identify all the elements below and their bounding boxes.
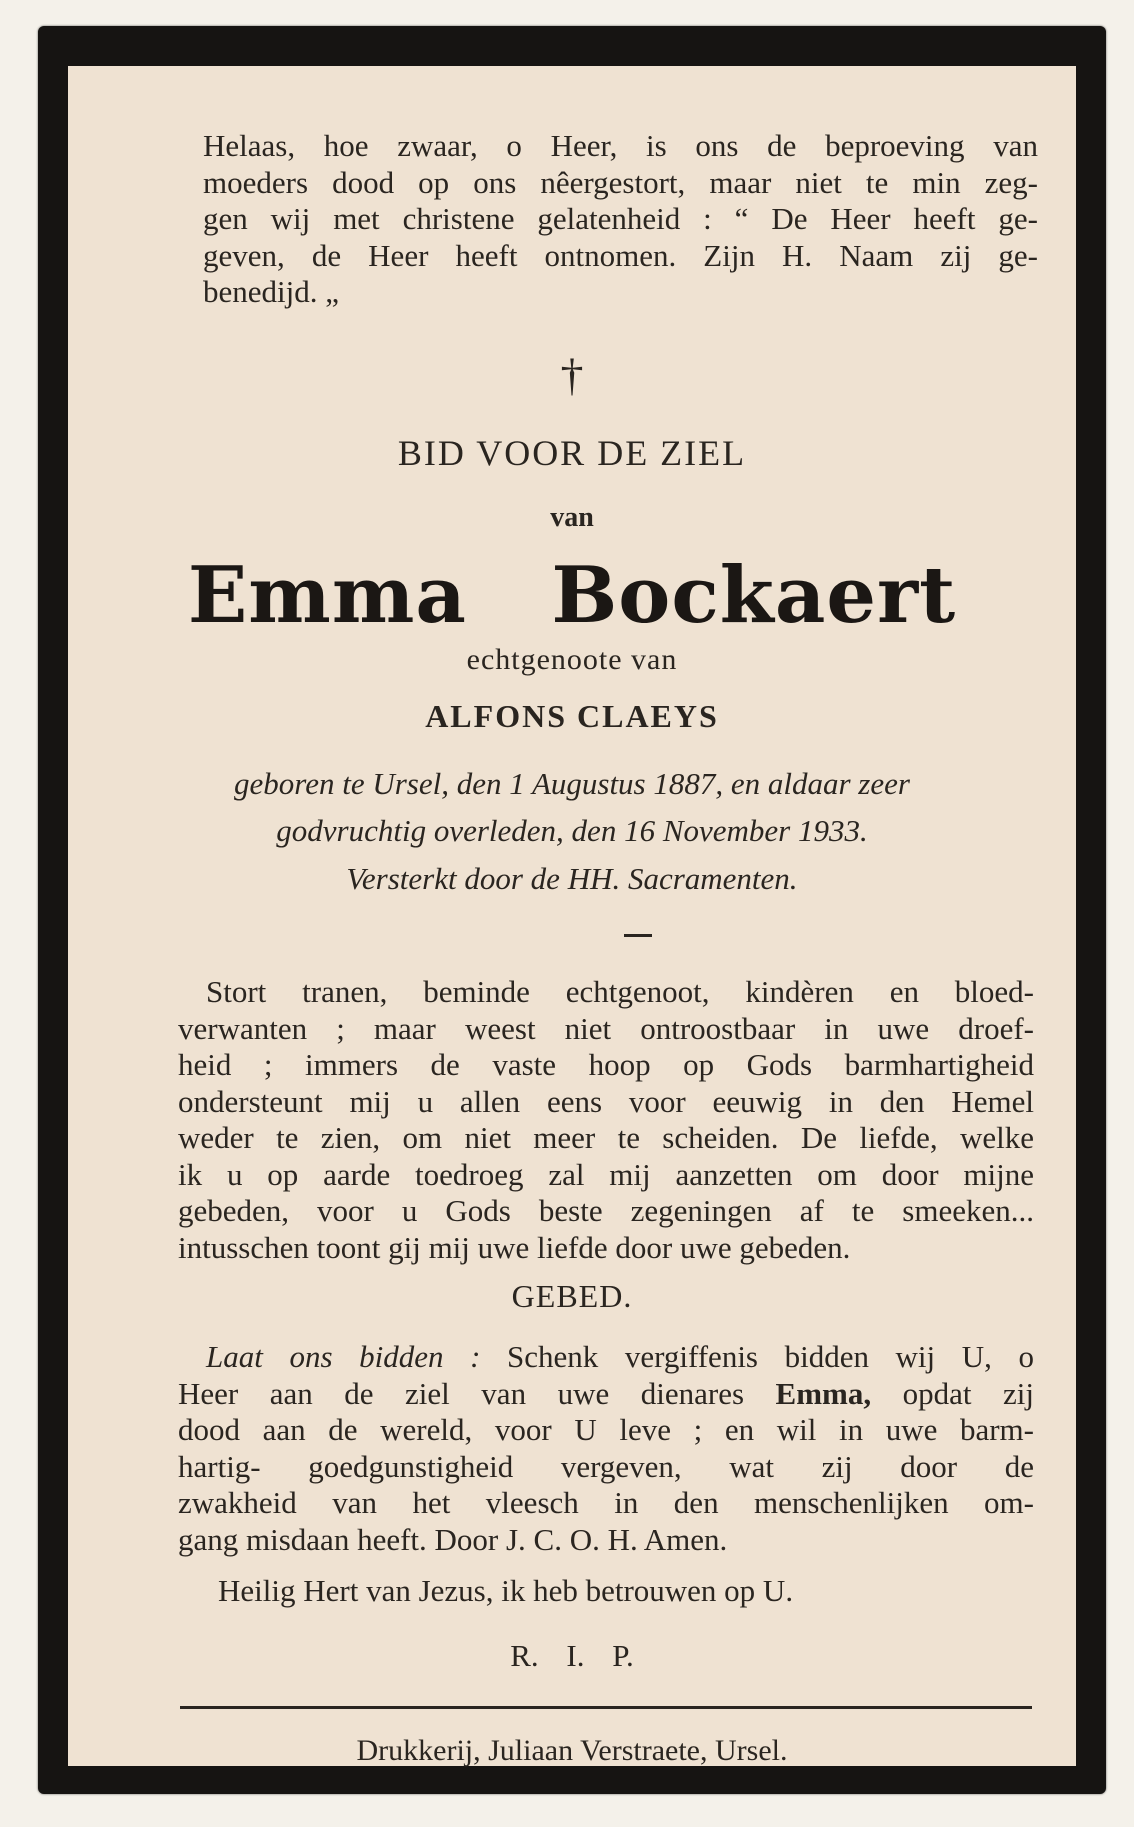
van-label: van — [550, 502, 594, 533]
intro-line: Helaas, hoe zwaar, o Heer, is ons de beproeving van — [203, 128, 1038, 163]
birth-line: geboren te Ursel, den 1 Augustus 1887, en aldaar zeer — [234, 766, 910, 801]
prayer-text: opdat zij — [871, 1375, 1035, 1411]
pray-heading: BID VOOR DE ZIEL — [397, 433, 747, 473]
divider-dash — [624, 934, 652, 937]
farewell-line: heid ; immers de vaste hoop op Gods barmhartigheid — [178, 1047, 1034, 1082]
farewell-line: Stort tranen, beminde echtgenoot, kindèren en bloed- — [206, 974, 1034, 1009]
printer-credit: Drukkerij, Juliaan Verstraete, Ursel. — [356, 1734, 788, 1767]
prayer-line: gang misdaan heeft. Door J. C. O. H. Amen. — [178, 1521, 728, 1557]
intro-line: geven, de Heer heeft ontnomen. Zijn H. Naam zij ge- — [203, 237, 1038, 273]
spouse-name: ALFONS CLAEYS — [425, 698, 719, 734]
prayer-line — [178, 1376, 1034, 1413]
farewell-line: weder te zien, om niet meer te scheiden. De liefde, welke — [178, 1120, 1034, 1155]
card-face — [68, 66, 1076, 1766]
death-line: godvruchtig overleden, den 16 November 1933. — [276, 813, 868, 848]
deceased-name: Emma Bockaert — [187, 550, 957, 641]
memorial-card — [38, 26, 1106, 1794]
spouse-relation: echtgenoote van — [466, 643, 678, 676]
prayer-line: dood aan de wereld, voor U leve ; en wil in uwe barm- — [178, 1412, 1034, 1447]
farewell-line: ik u op aarde toedroeg zal mij aanzetten om door mijne — [178, 1156, 1034, 1192]
sacraments-line: Versterkt door de HH. Sacramenten. — [346, 861, 798, 896]
intro-line: gen wij met christene gelatenheid : “ De Heer heeft ge- — [203, 201, 1038, 236]
farewell-line: verwanten ; maar weest niet ontroostbaar in uwe droef- — [178, 1010, 1034, 1046]
prayer-line: hartig- goedgunstigheid vergeven, wat zij door de — [178, 1448, 1034, 1484]
farewell-line: intusschen toont gij mij uwe liefde door uwe gebeden. — [178, 1229, 851, 1265]
farewell-line: gebeden, voor u Gods beste zegeningen af te smeeken... — [178, 1193, 1034, 1228]
prayer-text: Schenk vergiffenis bidden wij U, o — [480, 1339, 1034, 1374]
rip-line: R. I. P. — [510, 1638, 634, 1673]
prayer-name: Emma, — [775, 1375, 872, 1411]
footer-rule — [180, 1706, 1032, 1709]
prayer-line: zwakheid van het vleesch in den menschenlijken om- — [178, 1485, 1034, 1520]
prayer-paragraph — [178, 1339, 1034, 1558]
prayer-line — [178, 1339, 1034, 1376]
intro-line: benedijd. „ — [203, 274, 340, 309]
cross-icon: † — [560, 349, 584, 400]
prayer-text: Heer aan de ziel van uwe dienares — [178, 1375, 776, 1411]
farewell-line: ondersteunt mij u allen eens voor eeuwig in den Hemel — [178, 1083, 1034, 1119]
farewell-paragraph — [178, 974, 1034, 1266]
prayer-title: GEBED. — [511, 1278, 633, 1314]
intro-line: moeders dood op ons nêergestort, maar niet te min zeg- — [203, 164, 1038, 200]
intro-paragraph — [203, 128, 1038, 311]
prayer-lead: Laat ons bidden : — [206, 1339, 481, 1374]
invocation-line: Heilig Hert van Jezus, ik heb betrouwen op U. — [218, 1573, 794, 1608]
